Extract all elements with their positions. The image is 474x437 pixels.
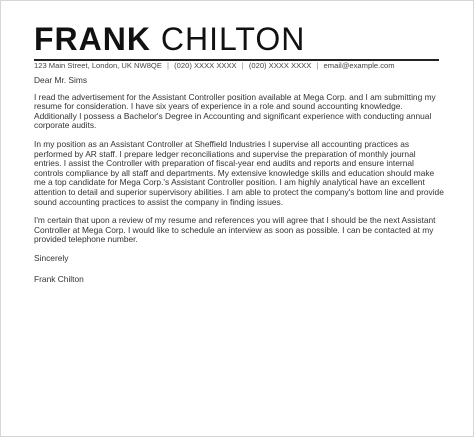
letter-body <box>34 76 444 293</box>
phone: (020) XXXX XXXX <box>174 61 237 70</box>
paragraph-2: In my position as an Assistant Controller at Sheffield Industries I supervise all accounting practices as performed by AR staff. I prepare ledger reconciliations and supervise the preparation of monthly journal entries. I assist the Controller with preparation of fiscal-year end audits and reports and ensure internal controls compliance by all staff and departments. My extensive knowledge skills and education should make me a top candidate for Mega Corp.'s Assistant Controller position. I am highly analytical have an excellent attention to detail and superior supervisory abilities. I am able to protect the company's bottom line and provide sound accounting practices to assist the company in finding issues. <box>34 138 444 207</box>
mobile: (020) XXXX XXXX <box>248 61 312 70</box>
contact-line <box>34 61 395 71</box>
paragraph-3: I'm certain that upon a review of my resume and references you will agree that I should be the next Assistant Controller at Mega Corp. I would like to schedule an interview as soon as possible. I can be contacted at my provided telephone number. <box>34 215 436 245</box>
paragraph-1: I read the advertisement for the Assistant Controller position available at Mega Corp. and I am submitting my resume for consideration. I have six years of experience in a role and sound accounting knowledge. Additionally I possess a Bachelor's Degree in Accounting and significant experience with conducting annual corporate audits. <box>34 91 436 131</box>
email: email@example.com <box>323 61 395 70</box>
separator: | <box>241 61 244 70</box>
closing: Sincerely <box>34 252 69 263</box>
last-name: CHILTON <box>160 21 306 57</box>
greeting: Dear Mr. Sims <box>34 75 88 85</box>
applicant-name <box>34 22 434 56</box>
letterhead <box>34 22 434 56</box>
signature-name: Frank Chilton <box>34 273 84 284</box>
separator: | <box>316 61 319 70</box>
first-name: FRANK <box>34 21 151 57</box>
separator: | <box>167 61 170 70</box>
address: 123 Main Street, London, UK NW8QE <box>34 61 162 70</box>
